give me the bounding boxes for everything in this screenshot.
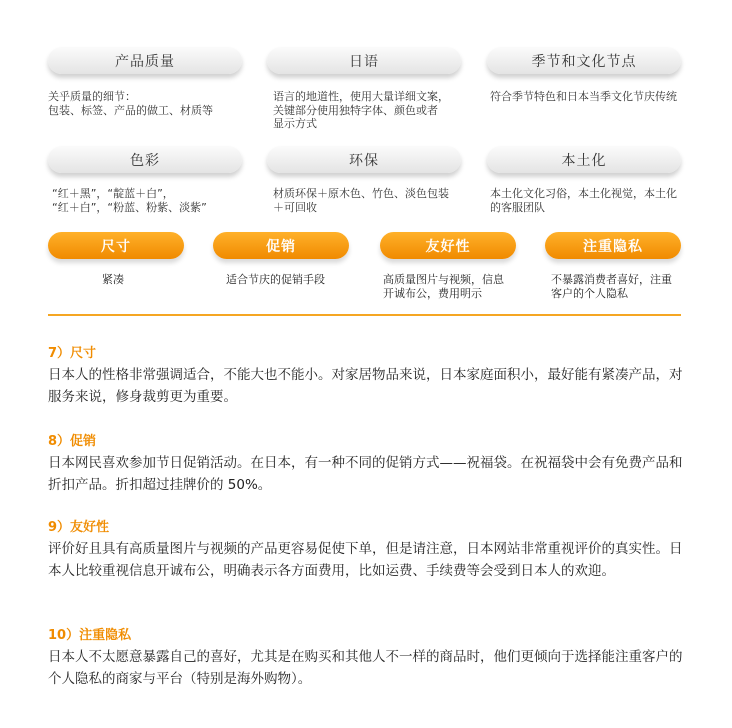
section-body: 日本网民喜欢参加节日促销活动。在日本，有一种不同的促销方式——祝福袋。在祝福袋中会有免费产品和折扣产品。折扣超过挂牌价的 50%。 [48, 455, 683, 493]
card-desc-season-culture: 符合季节特色和日本当季文化节庆传统 [490, 90, 677, 103]
card-desc-localization: 本土化文化习俗，本土化视觉，本土化 的客服团队 [490, 187, 677, 214]
section-size [48, 342, 688, 408]
section-heading: 8）促销 [48, 434, 97, 449]
section-heading: 9）友好性 [48, 520, 110, 535]
card-desc-color: “红＋黑”，“靛蓝＋白”， “红＋白”，“粉蓝、粉紫、淡紫” [52, 187, 207, 214]
card-label-color: 色彩 [48, 146, 242, 173]
section-heading: 10）注重隐私 [48, 628, 132, 643]
card-label-eco: 环保 [267, 146, 461, 173]
card-label-japanese: 日语 [267, 47, 461, 74]
section-friendliness [48, 516, 688, 582]
card-desc-friendliness: 高质量图片与视频，信息 开诚布公，费用明示 [383, 273, 504, 300]
card-desc-quality: 关乎质量的细节： 包装、标签、产品的做工、材质等 [48, 90, 213, 117]
card-desc-eco: 材质环保＋原木色、竹色、淡色包装 ＋可回收 [273, 187, 449, 214]
section-heading: 7）尺寸 [48, 346, 97, 361]
section-body: 日本人不太愿意暴露自己的喜好，尤其是在购买和其他人不一样的商品时，他们更倾向于选择能注重客户的个人隐私的商家与平台（特别是海外购物）。 [48, 649, 683, 687]
section-privacy [48, 624, 688, 690]
card-desc-promotion: 适合节庆的促销手段 [226, 273, 325, 286]
card-desc-japanese: 语言的地道性，使用大量详细文案， 关键部分使用独特字体、颜色或者 显示方式 [273, 90, 449, 130]
section-body: 日本人的性格非常强调适合，不能大也不能小。对家居物品来说，日本家庭面积小，最好能有紧凑产品，对服务来说，修身裁剪更为重要。 [48, 367, 683, 405]
section-divider [48, 314, 681, 316]
card-label-localization: 本土化 [487, 146, 681, 173]
card-label-season-culture: 季节和文化节点 [487, 47, 681, 74]
card-label-privacy: 注重隐私 [545, 232, 681, 259]
card-desc-privacy: 不暴露消费者喜好，注重 客户的个人隐私 [551, 273, 672, 300]
card-desc-size: 紧凑 [102, 273, 124, 286]
section-promotion [48, 430, 688, 496]
card-label-promotion: 促销 [213, 232, 349, 259]
card-label-quality: 产品质量 [48, 47, 242, 74]
card-label-friendliness: 友好性 [380, 232, 516, 259]
card-label-size: 尺寸 [48, 232, 184, 259]
section-body: 评价好且具有高质量图片与视频的产品更容易促使下单，但是请注意，日本网站非常重视评价的真实性。日本人比较重视信息开诚布公，明确表示各方面费用，比如运费、手续费等会受到日本人的欢迎。 [48, 541, 683, 579]
